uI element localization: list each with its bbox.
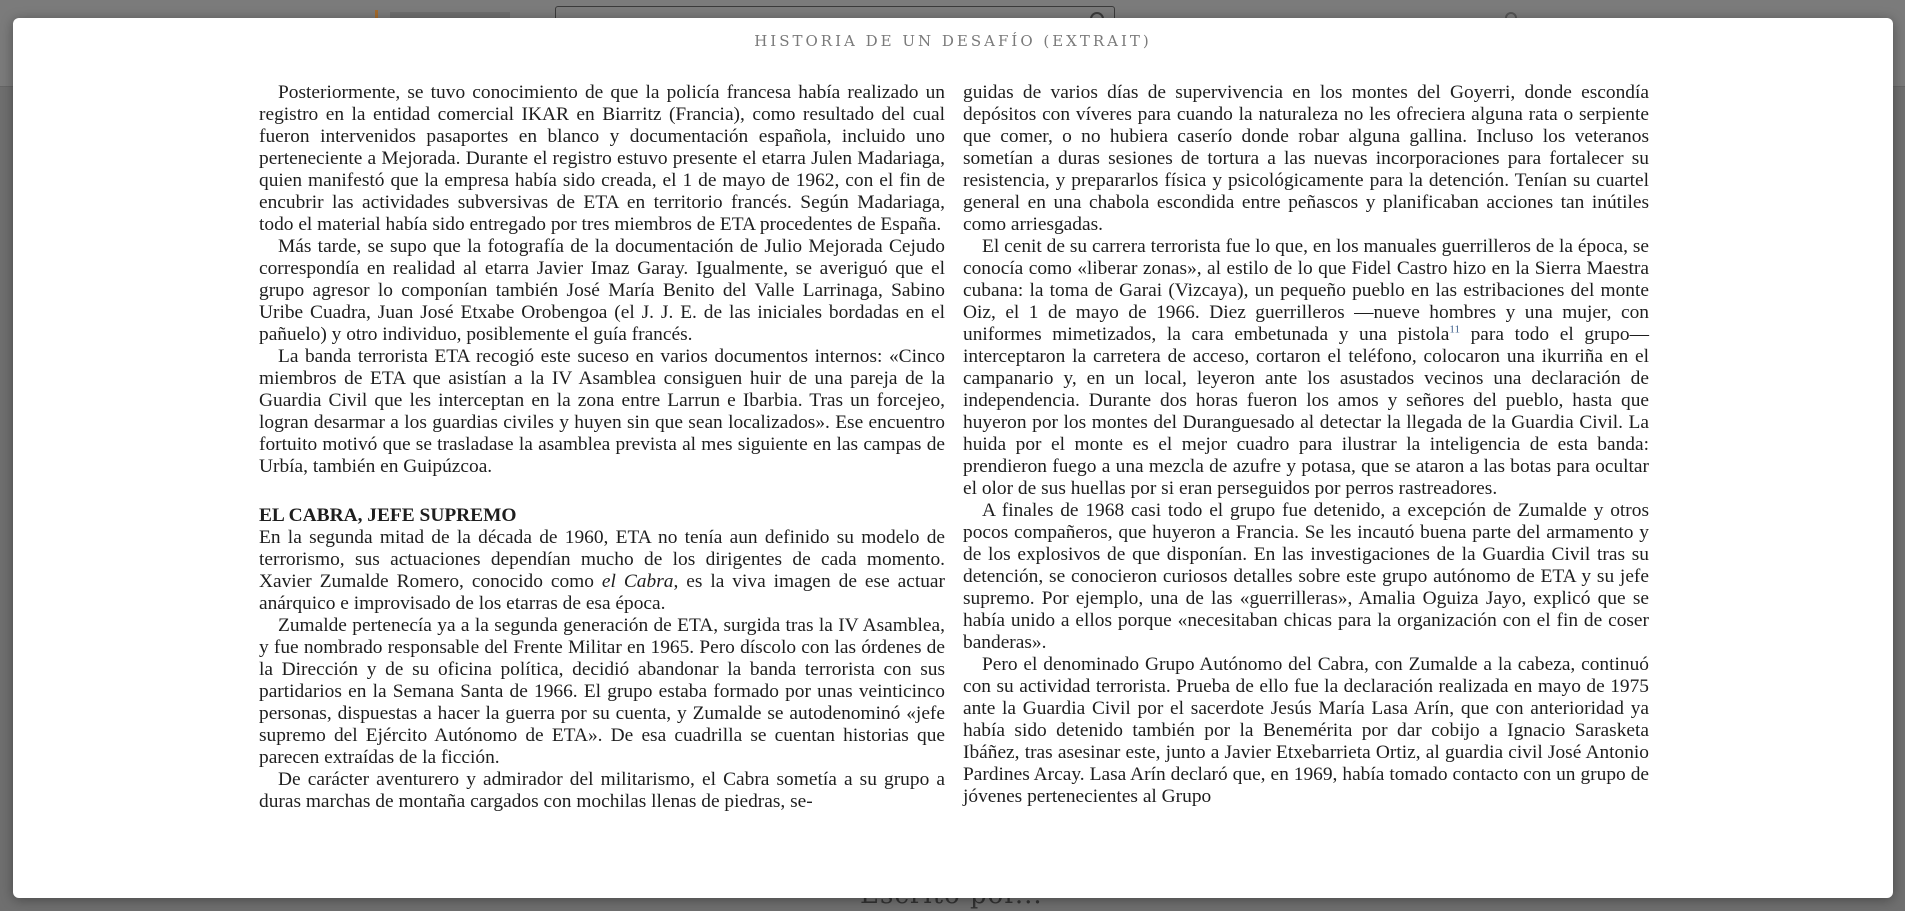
paragraph: De carácter aventurero y admirador del militarismo, el Cabra sometía a su grupo a duras marchas de montaña cargados con mochilas llenas de piedras, se- [259, 769, 945, 812]
text-column-right [963, 82, 1649, 808]
paragraph [259, 527, 945, 615]
section-heading: EL CABRA, JEFE SUPREMO [259, 505, 517, 526]
paragraph: Más tarde, se supo que la fotografía de la documentación de Julio Mejorada Cejudo correspondía en realidad al etarra Javier Imaz Garay. Igualmente, se averiguó que el grupo agresor lo componían también José María Benito del Valle Larrinaga, Sabino Uribe Cuadra, Juan José Etxabe Orobengoa (el J. J. E. de las iniciales bordadas en el pañuelo) y otro individuo, posiblemente el guía francés. [259, 236, 945, 345]
paragraph: guidas de varios días de supervivencia en los montes del Goyerri, donde escondía depósitos con víveres para cuando la naturaleza no les ofreciera alguna rata o serpiente que comer, o no hubiera caserío donde robar alguna gallina. Incluso los veteranos sometían a duras sesiones de tortura a las nuevas incorporaciones para fortalecer su resistencia, y prepararlos física y psicológicamente para la detención. Tenían su cuartel general en una chabola escondida entre peñascos y planificaban acciones tan inútiles como arriesgadas. [963, 82, 1649, 235]
paragraph-text: para todo el grupo— interceptaron la carretera de acceso, cortaron el teléfono, colocaron una ikurriña en el campanario y, en un local, leyeron ante los asustados vecinos una declaración de independencia. Durante dos horas fueron los amos y señores del pueblo, hasta que huyeron por los montes del Duranguesado al detectar la llegada de la Guardia Civil. La huida por el monte es el mejor cuadro para ilustrar la inteligencia de esta banda: prendieron fuego a una mezcla de azufre y potasa, que se ataron a las botas para ocultar el olor de sus huellas por si eran perseguidos por perros rastreadores. [963, 324, 1649, 499]
paragraph: Zumalde pertenecía ya a la segunda generación de ETA, surgida tras la IV Asamblea, y fue nombrado responsable del Frente Militar en 1965. Pero díscolo con las órdenes de la Dirección y de su oficina política, decidió abandonar la banda terrorista con sus partidarios en la Semana Santa de 1966. El grupo estaba formado por unas veinticinco personas, dispuestas a hacer la guerra por su cuenta, y Zumalde se autodenominó «jefe supremo del Ejército Autónomo de ETA». De esa cuadrilla se cuentan historias que parecen extraídas de la ficción. [259, 615, 945, 768]
paragraph [963, 236, 1649, 500]
paragraph: A finales de 1968 casi todo el grupo fue detenido, a excepción de Zumalde y otros pocos compañeros, que huyeron a Francia. Se les incautó buena parte del armamento y de los explosivos de que disponían. En las investigaciones de la Guardia Civil tras su detención, se conocieron curiosos detalles sobre este grupo autónomo de ETA y su jefe supremo. Por ejemplo, una de las «guerrilleras», Amalia Oguiza Jayo, explicó que se había unido a ellos porque «necesitaban chicas para la organización con el fin de coser banderas». [963, 500, 1649, 653]
modal-title: HISTORIA DE UN DESAFÍO (EXTRAIT) [754, 32, 1152, 50]
paragraph: La banda terrorista ETA recogió este suceso en varios documentos internos: «Cinco miembros de ETA que asistían a la IV Asamblea consiguen huir de una pareja de la Guardia Civil que les interceptan en la zona entre Larrun e Ibarbia. Tras un forcejeo, logran desarmar a los guardias civiles y huyen sin que sean localizados». Ese encuentro fortuito motivó que se trasladase la asamblea prevista al mes siguiente en las campas de Urbía, también en Guipúzcoa. [259, 346, 945, 477]
emphasis-text: el Cabra [601, 571, 674, 592]
paragraph-text: En la segunda mitad de la década de 1960, ETA no tenía aun definido su modelo de terrorismo, sus actuaciones dependían mucho de los dirigentes de cada momento. Xavier Zumalde Romero, conocido como [259, 527, 945, 592]
text-column-left [259, 82, 945, 813]
excerpt-modal [13, 18, 1893, 898]
paragraph-text: , es la viva imagen de ese actuar anárquico e improvisado de los etarras de esa época. [259, 571, 945, 614]
paragraph: Posteriormente, se tuvo conocimiento de que la policía francesa había realizado un registro en la entidad comercial IKAR en Biarritz (Francia), como resultado del cual fueron intervenidos pasaportes en blanco y documentación española, incluido uno perteneciente a Mejorada. Durante el registro estuvo presente el etarra Julen Madariaga, quien manifestó que la empresa había sido creada, el 1 de mayo de 1962, con el fin de encubrir las actividades subversivas de ETA en territorio francés. Según Madariaga, todo el material había sido entregado por tres miembros de ETA procedentes de España. [259, 82, 945, 235]
footnote-reference[interactable]: 11 [1449, 323, 1460, 336]
paragraph: Pero el denominado Grupo Autónomo del Cabra, con Zumalde a la cabeza, continuó con su actividad terrorista. Prueba de ello fue la declaración realizada en mayo de 1975 ante la Guardia Civil por el sacerdote Jesús María Lasa Arín, que con anterioridad ya había sido detenido también por la Benemérita por dar cobijo a Ignacio Sarasketa Ibáñez, tras asesinar este, junto a Javier Etxebarrieta Ortiz, al guardia civil José Antonio Pardines Arcay. Lasa Arín declaró que, en 1969, había tomado contacto con un grupo de jóvenes pertenecientes al Grupo [963, 654, 1649, 807]
paragraph-text: El cenit de su carrera terrorista fue lo que, en los manuales guerrilleros de la época, se conocía como «liberar zonas», al estilo de lo que Fidel Castro hizo en la Sierra Maestra cubana: la toma de Garai (Vizcaya), un pequeño pueblo en las estribaciones del monte Oiz, el 1 de mayo de 1966. Diez guerrilleros —nueve hombres y una mujer, con uniformes mimetizados, la cara embetunada y una pistola [963, 236, 1649, 345]
